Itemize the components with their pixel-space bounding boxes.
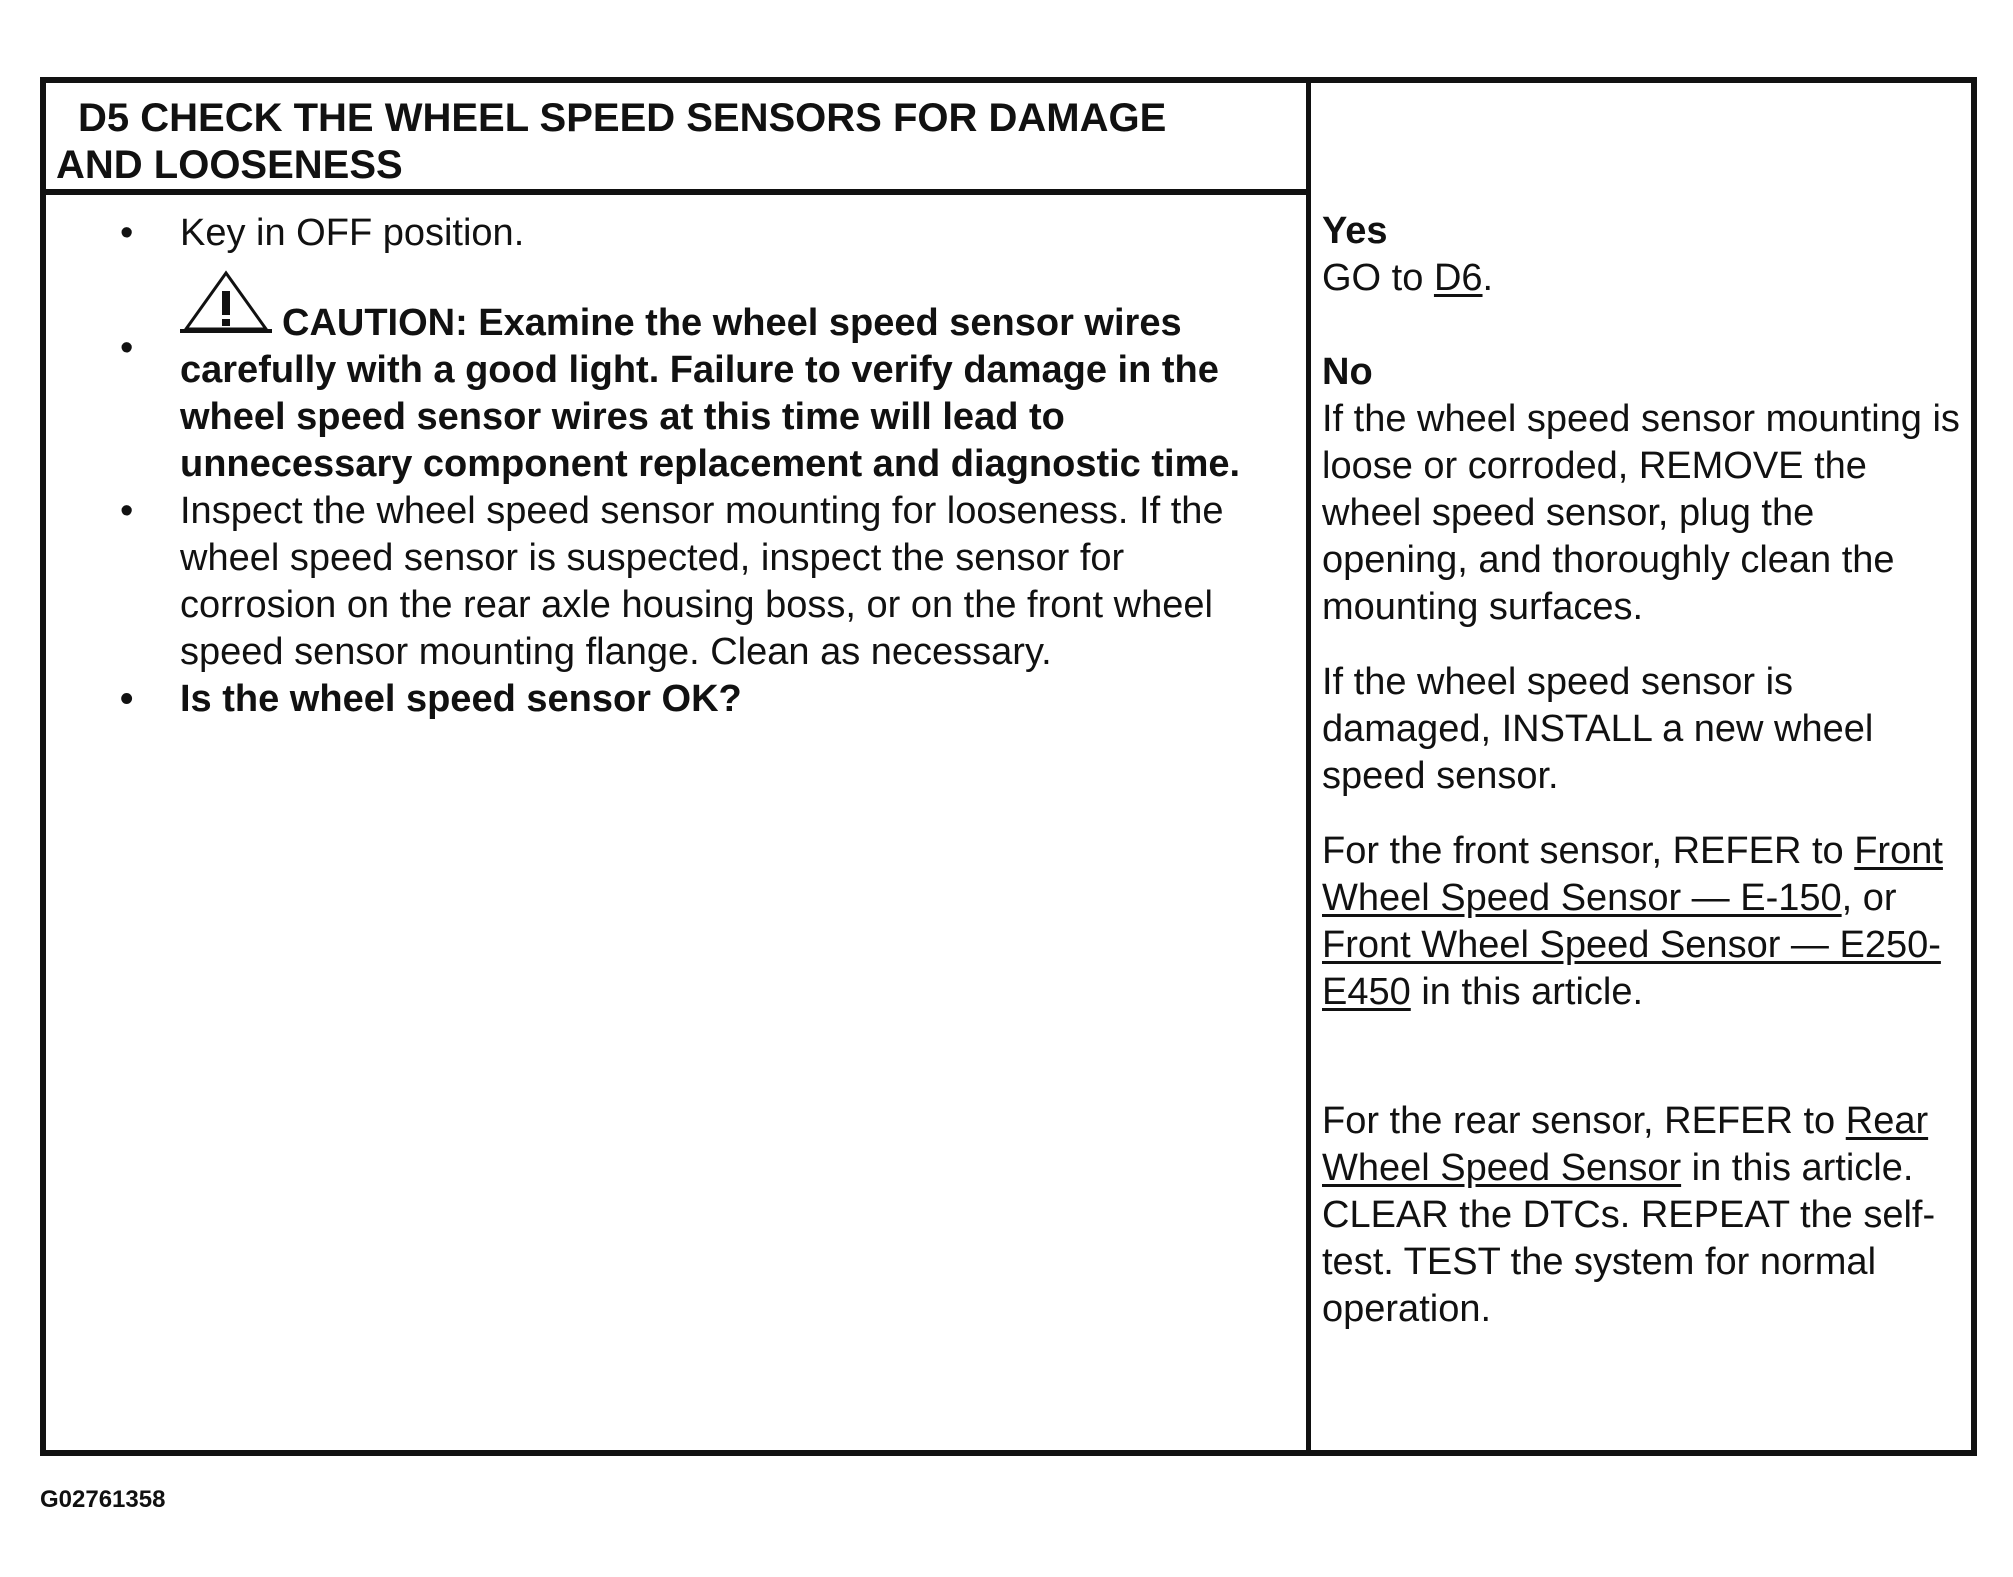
link-front-wheel-speed-sensor-e150[interactable]: Front Wheel Speed Sensor — E-150 bbox=[1322, 830, 1943, 919]
rear-sensor-reference bbox=[1322, 1098, 1962, 1333]
yes-result bbox=[1322, 255, 1962, 302]
yes-prefix: GO to bbox=[1322, 257, 1424, 299]
link-front-wheel-speed-sensor-e250-e450[interactable]: Front Wheel Speed Sensor — E250-E450 bbox=[1322, 924, 1941, 1013]
caution-text: CAUTION: Examine the wheel speed sensor wires carefully with a good light. Failure to verify damage in the wheel speed sensor wires at this time will lead to unnecessary component replacement and diagnostic time. bbox=[180, 302, 1241, 485]
column-divider bbox=[1306, 77, 1311, 1456]
yes-label: Yes bbox=[1322, 210, 1388, 252]
step-header bbox=[46, 83, 1306, 195]
step-title-line-2: AND LOOSENESS bbox=[56, 143, 403, 187]
step-title-line-1: D5 CHECK THE WHEEL SPEED SENSORS FOR DAMAGE bbox=[78, 96, 1167, 140]
bullet-icon: • bbox=[120, 678, 134, 720]
yes-suffix: . bbox=[1482, 257, 1494, 299]
front-or: , or bbox=[1841, 877, 1897, 919]
no-result-loose: If the wheel speed sensor mounting is loose or corroded, REMOVE the wheel speed sensor, plug the opening, and thoroughly clean the mounting surfaces. bbox=[1322, 398, 1960, 628]
figure-id: G02761358 bbox=[40, 1486, 166, 1513]
instruction-item-inspect bbox=[120, 488, 1290, 676]
question-text: Is the wheel speed sensor OK? bbox=[180, 678, 742, 720]
bullet-icon: • bbox=[120, 490, 134, 532]
link-rear-wheel-speed-sensor[interactable]: Rear Wheel Speed Sensor bbox=[1322, 1100, 1929, 1189]
step-instructions bbox=[120, 210, 1290, 723]
front-prefix: For the front sensor, REFER to bbox=[1322, 830, 1844, 872]
front-sensor-reference bbox=[1322, 828, 1962, 1016]
warning-triangle-icon bbox=[180, 269, 272, 339]
bullet-icon: • bbox=[120, 212, 134, 254]
bullet-icon: • bbox=[120, 327, 134, 369]
instruction-text: Inspect the wheel speed sensor mounting for looseness. If the wheel speed sensor is suspected, inspect the sensor for corrosion on the rear axle housing boss, or on the front wheel speed sensor mounting flange. Clean as necessary. bbox=[180, 490, 1224, 673]
instruction-item-key-off bbox=[120, 210, 1290, 257]
no-result-damaged: If the wheel speed sensor is damaged, INSTALL a new wheel speed sensor. bbox=[1322, 661, 1874, 797]
rear-prefix: For the rear sensor, REFER to bbox=[1322, 1100, 1836, 1142]
step-results bbox=[1322, 208, 1962, 1333]
instruction-item-caution bbox=[120, 269, 1290, 488]
front-suffix: in this article. bbox=[1421, 971, 1644, 1013]
link-d6[interactable]: D6 bbox=[1433, 257, 1483, 299]
instruction-item-question bbox=[120, 676, 1290, 723]
instruction-text: Key in OFF position. bbox=[180, 212, 525, 254]
no-label: No bbox=[1322, 351, 1373, 393]
rear-suffix: in this article. CLEAR the DTCs. REPEAT the self-test. TEST the system for normal operation. bbox=[1322, 1147, 1936, 1330]
